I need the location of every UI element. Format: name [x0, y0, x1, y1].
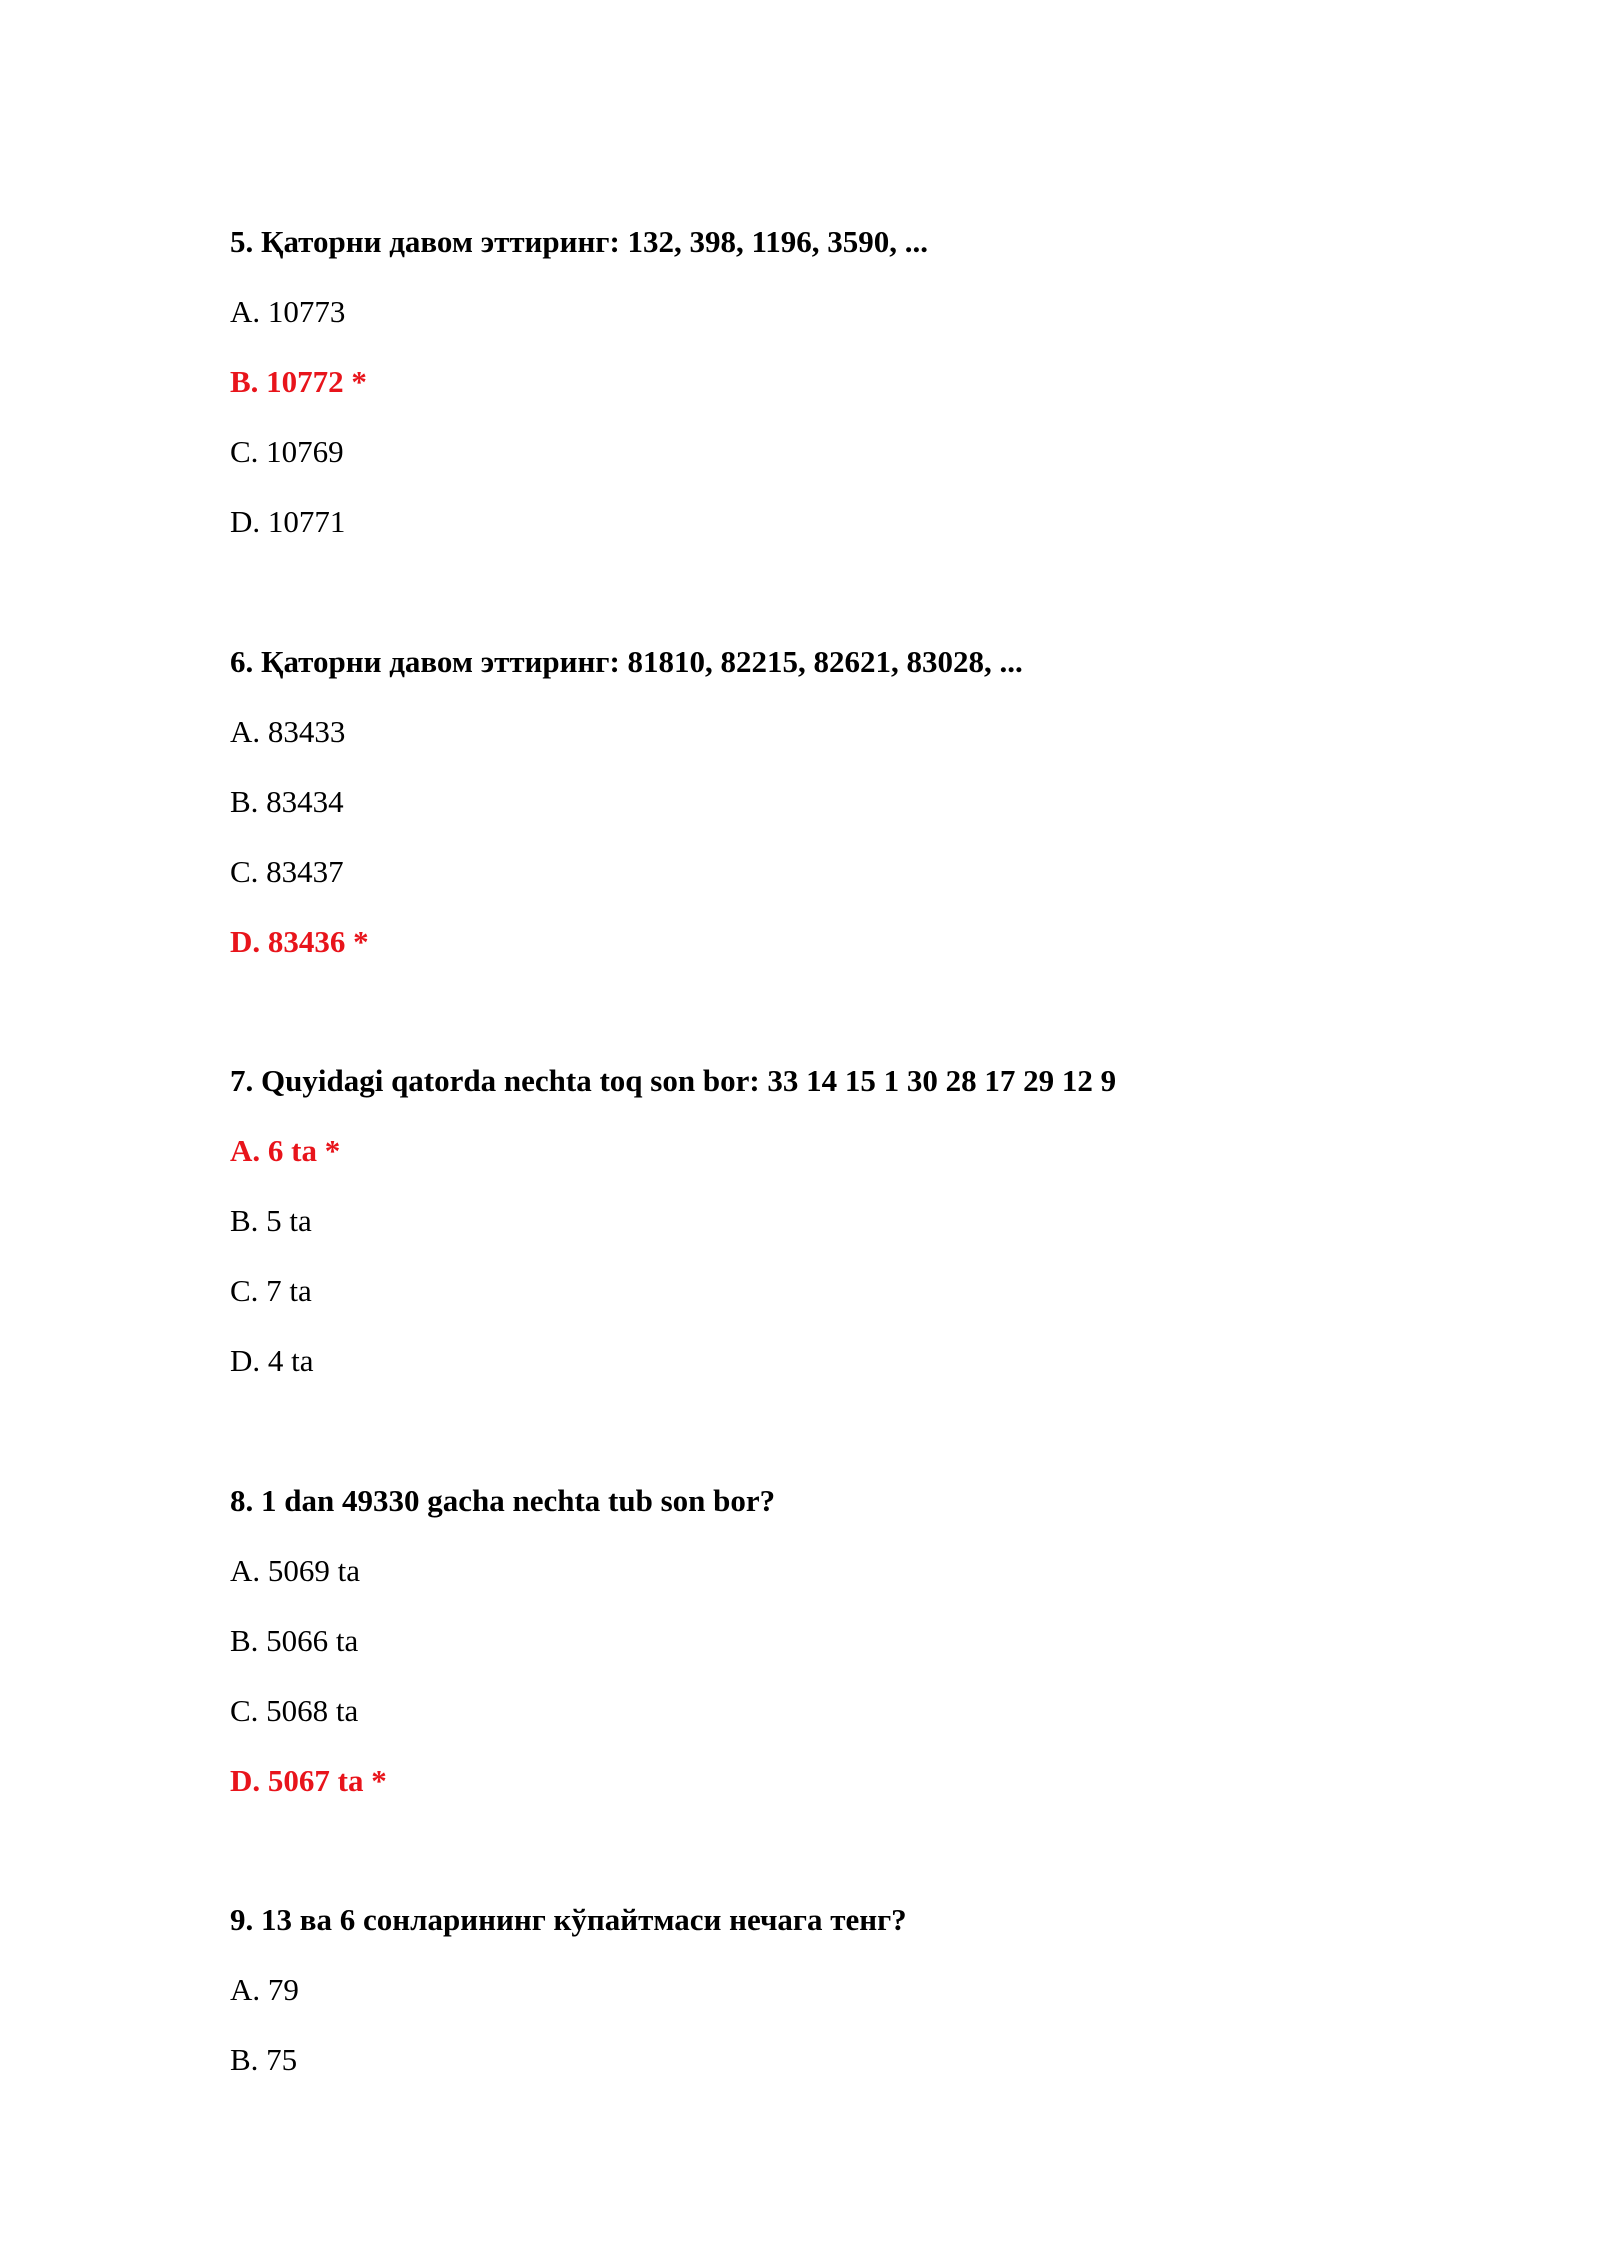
- answer-option-b-correct: B. 10772 *: [230, 364, 367, 399]
- answer-option-d: D. 4 ta: [230, 1343, 314, 1378]
- answer-option-d: D. 10771: [230, 504, 346, 539]
- question-block-8: [230, 1466, 1530, 1816]
- answer-option-d-correct: D. 83436 *: [230, 924, 369, 959]
- question-block-5: [230, 207, 1530, 557]
- answer-option-b: B. 5 ta: [230, 1203, 312, 1238]
- answer-option-c: C. 7 ta: [230, 1273, 312, 1308]
- answer-option-c: C. 83437: [230, 854, 344, 889]
- answer-option-d-correct: D. 5067 ta *: [230, 1763, 387, 1798]
- answer-option-b: B. 5066 ta: [230, 1623, 359, 1658]
- answer-option-b: B. 83434: [230, 784, 344, 819]
- answer-option-a: A. 10773: [230, 294, 346, 329]
- answer-option-a-correct: A. 6 ta *: [230, 1133, 341, 1168]
- question-text: 6. Қаторни давом эттиринг: 81810, 82215, 82621, 83028, ...: [230, 644, 1023, 679]
- question-text: 9. 13 ва 6 сонларининг кўпайтмаси нечага тенг?: [230, 1902, 907, 1937]
- question-text: 5. Қаторни давом эттиринг: 132, 398, 1196, 3590, ...: [230, 224, 929, 259]
- answer-option-a: A. 83433: [230, 714, 346, 749]
- answer-option-c: C. 5068 ta: [230, 1693, 359, 1728]
- answer-option-c: C. 10769: [230, 434, 344, 469]
- question-text: 7. Quyidagi qatorda nechta toq son bor: 33 14 15 1 30 28 17 29 12 9: [230, 1063, 1117, 1098]
- answer-option-a: A. 5069 ta: [230, 1553, 361, 1588]
- question-block-7: [230, 1046, 1530, 1396]
- question-block-6: [230, 627, 1530, 977]
- answer-option-b: B. 75: [230, 2042, 298, 2077]
- question-block-9: [230, 1885, 1530, 2095]
- answer-option-a: A. 79: [230, 1972, 299, 2007]
- question-text: 8. 1 dan 49330 gacha nechta tub son bor?: [230, 1483, 776, 1518]
